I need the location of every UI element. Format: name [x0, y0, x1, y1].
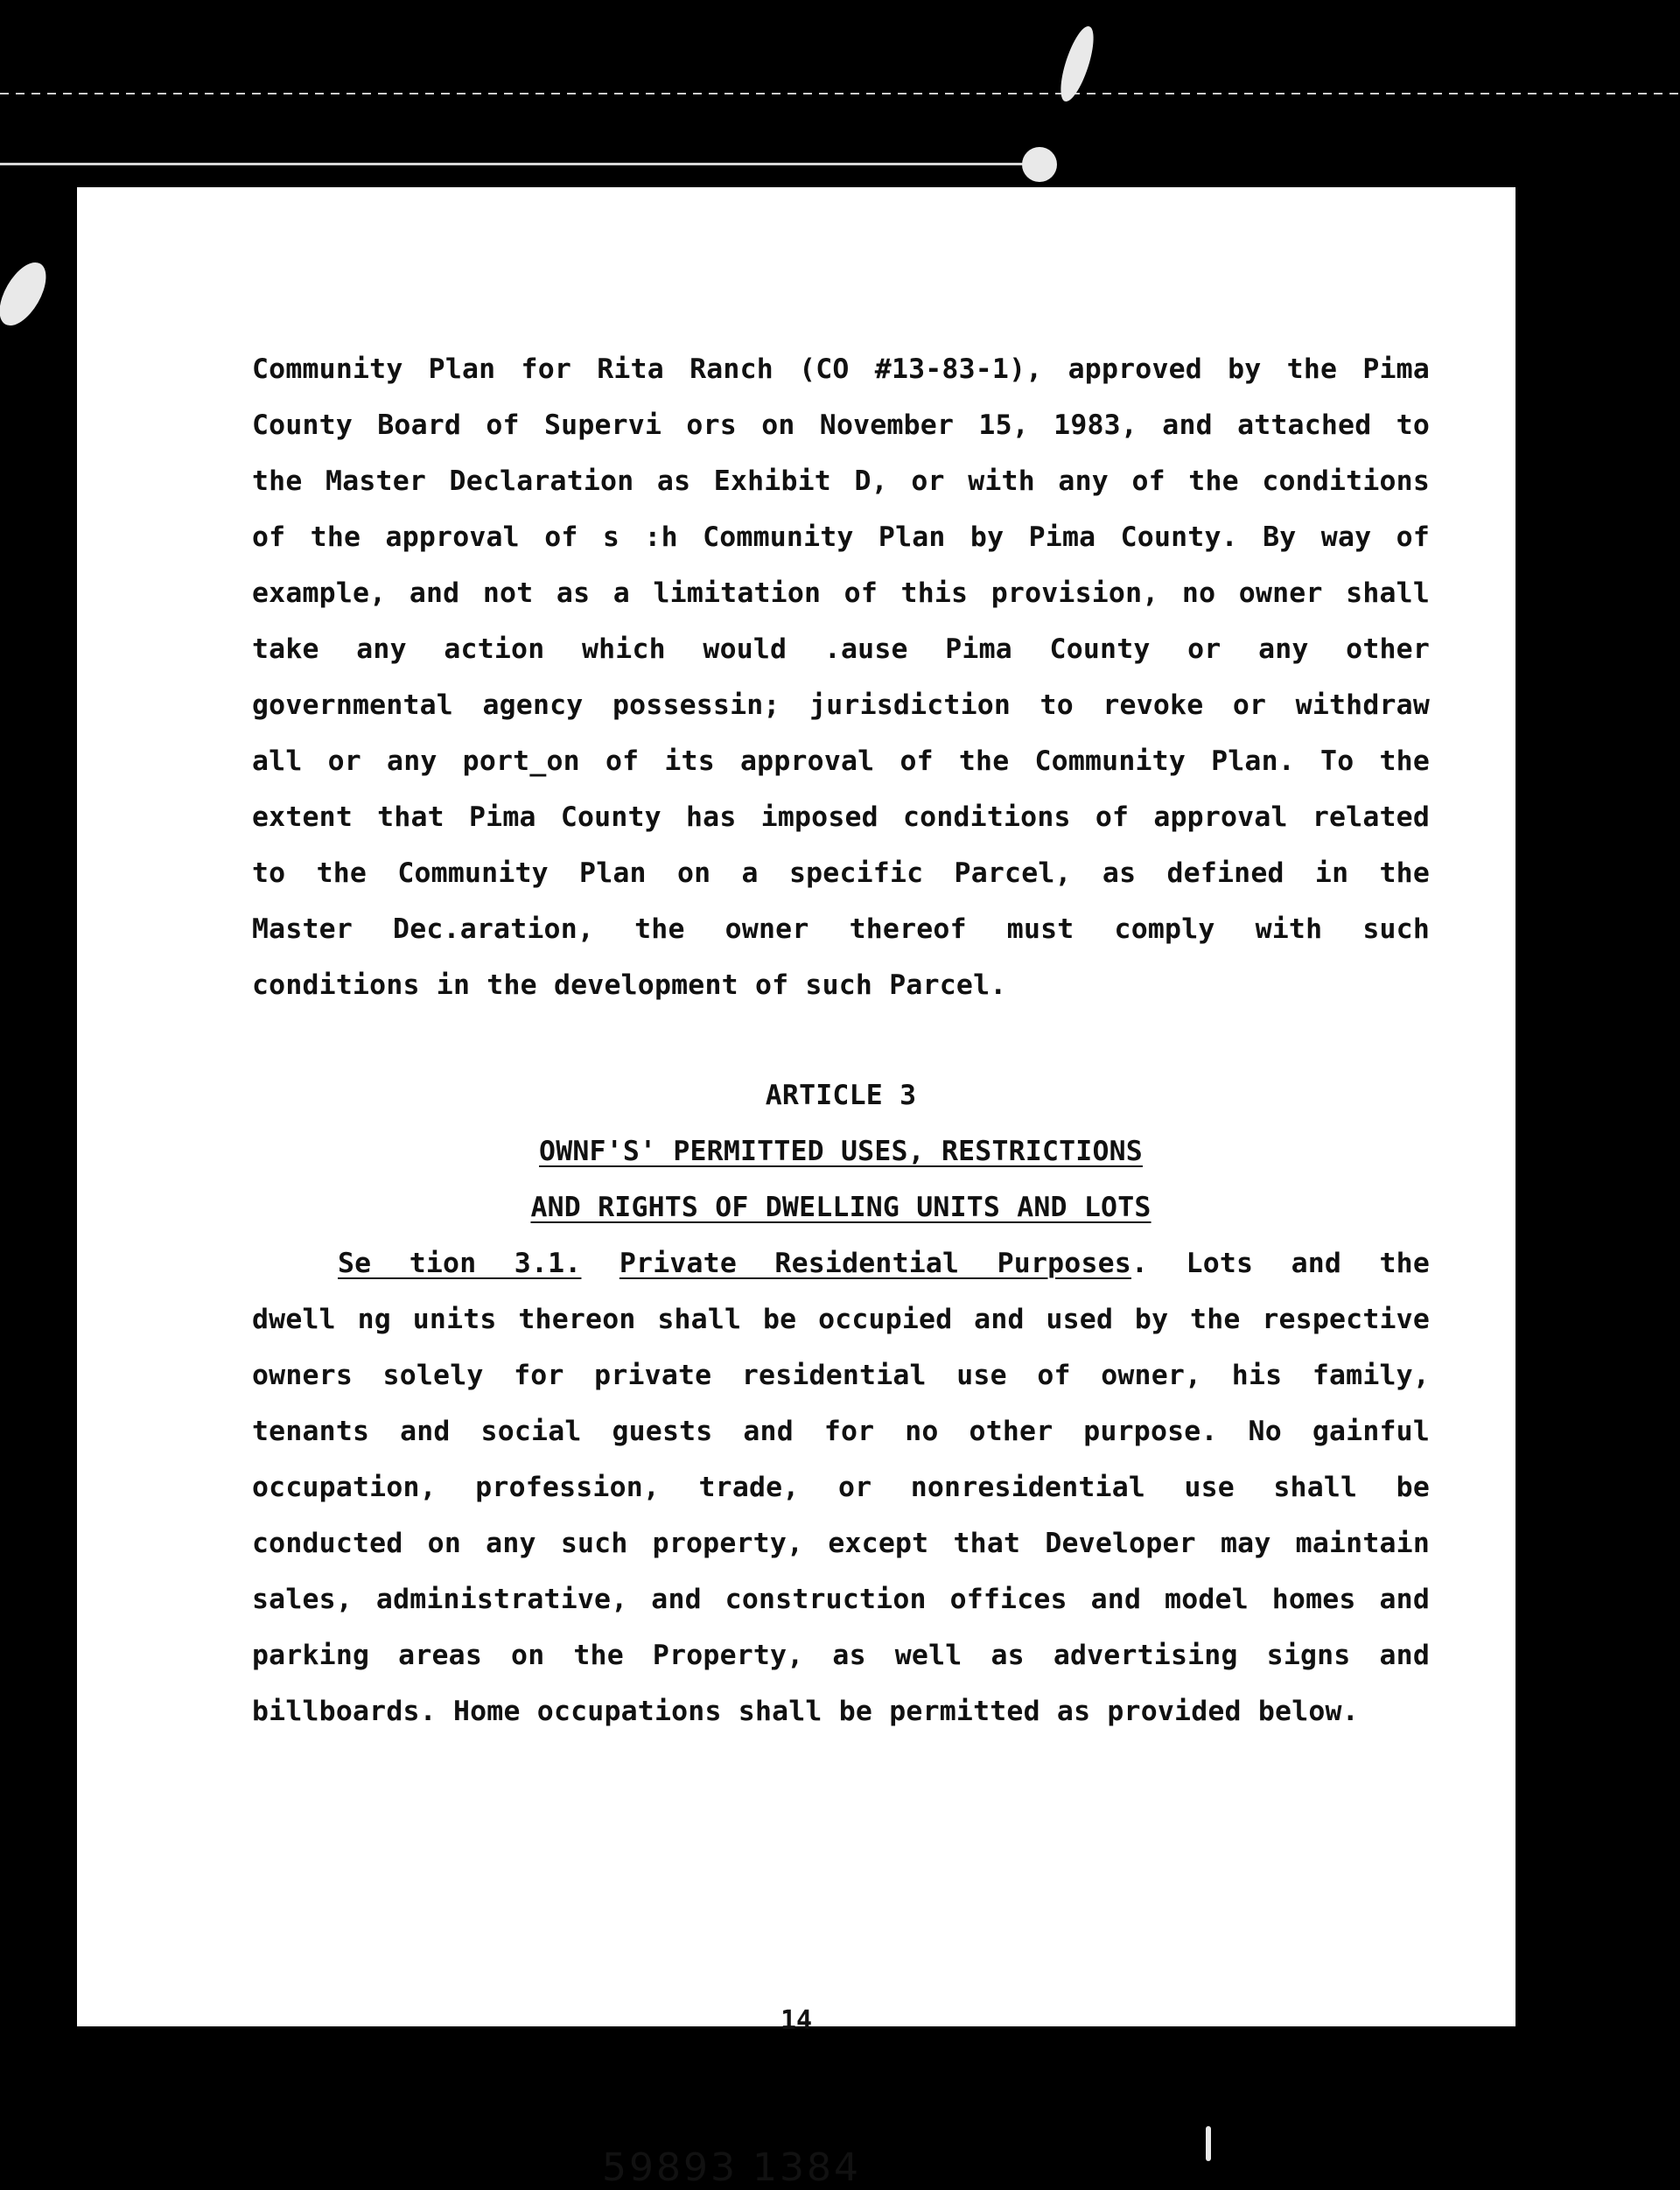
scan-speck [1022, 147, 1057, 182]
paragraph-community-plan [252, 341, 1430, 1013]
article-title-text-1: OWNF'S' PERMITTED USES, RESTRICTIONS [539, 1136, 1143, 1167]
article-heading: ARTICLE 3 [765, 1080, 917, 1111]
text-line: the Master Declaration as Exhibit D, or with any of the conditions [252, 465, 1430, 497]
text-line: governmental agency possessin; jurisdiction to revoke or withdraw [252, 689, 1430, 721]
text-line: conducted on any such property, except that Developer may maintain [252, 1528, 1430, 1559]
article-title-line-1 [252, 1123, 1430, 1179]
text-line: Community Plan for Rita Ranch (CO #13-83-1), approved by the Pima [252, 353, 1430, 385]
text-line: dwell ng units thereon shall be occupied and used by the respective [252, 1304, 1430, 1335]
text-line: owners solely for private residential use of owner, his family, [252, 1360, 1430, 1391]
text-line: of the approval of s :h Community Plan by Pima County. By way of [252, 521, 1430, 553]
scan-artifact-line [0, 163, 1032, 165]
article-title-text-2: AND RIGHTS OF DWELLING UNITS AND LOTS [530, 1192, 1152, 1223]
text-line: example, and not as a limitation of this provision, no owner shall [252, 577, 1430, 609]
text-line: sales, administrative, and construction offices and model homes and [252, 1584, 1430, 1615]
text-line: extent that Pima County has imposed conditions of approval related [252, 801, 1430, 833]
section-heading-line [252, 1235, 1430, 1291]
text-line: occupation, profession, trade, or nonresidential use shall be [252, 1472, 1430, 1503]
page-number: 14 [780, 2005, 813, 2036]
docket-stamp: 59893 1384 [602, 2145, 861, 2190]
section-number: Se tion 3.1. [338, 1248, 582, 1279]
scan-speck [0, 255, 55, 332]
text-line: take any action which would .ause Pima County or any other [252, 633, 1430, 665]
scan-artifact-line [0, 93, 1680, 94]
text-line: billboards. Home occupations shall be permitted as provided below. [252, 1696, 1359, 1727]
text-line: to the Community Plan on a specific Parcel, as defined in the [252, 857, 1430, 889]
text-line: parking areas on the Property, as well as advertising signs and [252, 1640, 1430, 1671]
section-first-line-rest: Lots and the [1186, 1248, 1430, 1279]
document-page [77, 187, 1516, 2190]
section-title: Private Residential Purposes [619, 1248, 1131, 1279]
paragraph-section-3-1 [252, 1235, 1430, 1739]
text-line: County Board of Supervi ors on November 15, 1983, and attached to [252, 409, 1430, 441]
text-line: Master Dec.aration, the owner thereof must comply with such [252, 913, 1430, 945]
document-body [252, 341, 1430, 1739]
article-title-line-2 [252, 1179, 1430, 1235]
text-line: all or any port_on of its approval of the Community Plan. To the [252, 745, 1430, 777]
text-line: tenants and social guests and for no other purpose. No gainful [252, 1416, 1430, 1447]
section-title-period: . [1130, 1248, 1149, 1279]
text-line: conditions in the development of such Parcel. [252, 969, 1007, 1001]
scan-speck [1206, 2126, 1211, 2161]
